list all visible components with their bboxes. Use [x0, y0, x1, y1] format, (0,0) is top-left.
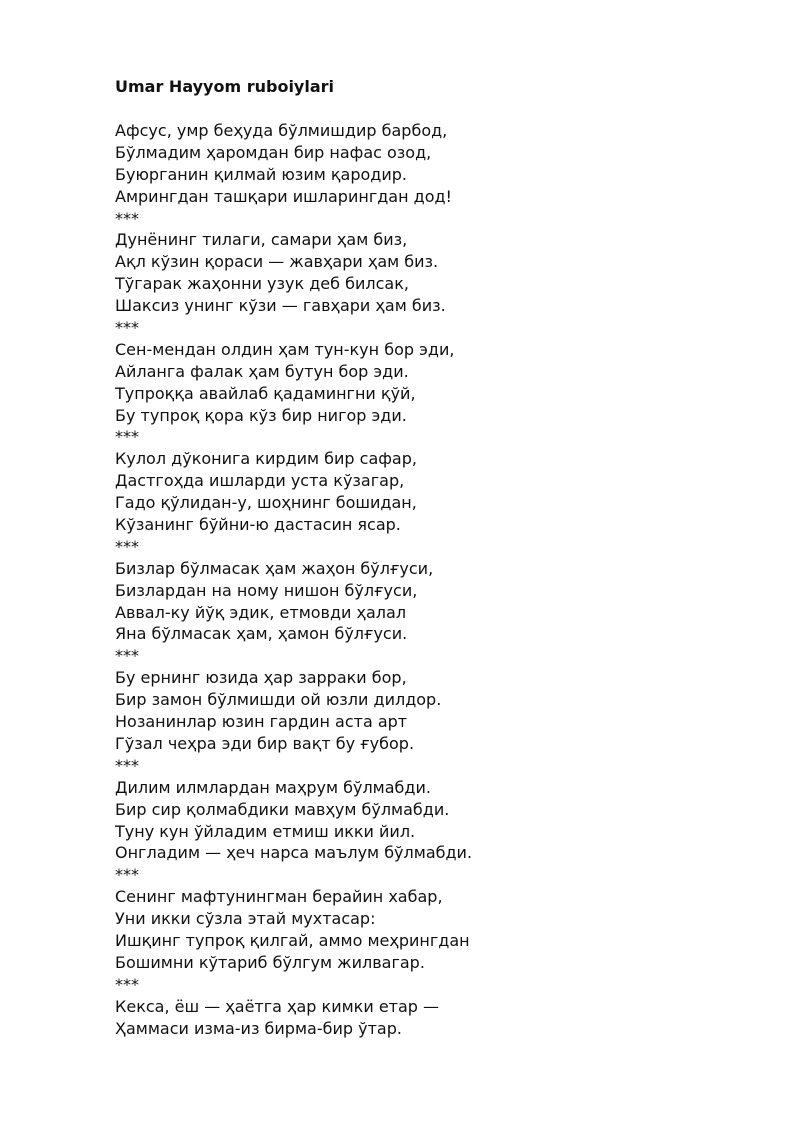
poem-line: Бизлардан на ному нишон бўлғуси, — [115, 580, 418, 600]
poem-line: Гадо қўлидан-у, шоҳнинг бошидан, — [115, 493, 417, 513]
poem-line: Тўгарак жаҳонни узук деб билсак, — [115, 274, 409, 294]
poem-body — [115, 120, 755, 1039]
poem-line: Кулол дўконига кирдим бир сафар, — [115, 449, 417, 469]
document-title: Umar Hayyom ruboiylari — [115, 77, 335, 96]
poem-line: Ақл кўзин қораси — жавҳари ҳам биз. — [115, 252, 439, 272]
poem-line: Бизлар бўлмасак ҳам жаҳон бўлғуси, — [115, 558, 434, 578]
poem-line: Афсус, умр беҳуда бўлмишдир барбод, — [115, 121, 448, 140]
poem-line: Тупроққа авайлаб қадамингни қўй, — [115, 383, 416, 403]
poem-line: Кекса, ёш — ҳаётга ҳар кимки етар — — [115, 996, 440, 1016]
poem-line: Бўлмадим ҳаромдан бир нафас озод, — [115, 142, 432, 162]
poem-line: Бир сир қолмабдики мавҳум бўлмабди. — [115, 799, 450, 819]
poem-line: Ҳаммаси изма-из бирма-бир ўтар. — [115, 1018, 402, 1038]
poem-line: Кўзанинг бўйни-ю дастасин ясар. — [115, 515, 401, 535]
poem-line: Шаксиз унинг кўзи — гавҳари ҳам биз. — [115, 296, 446, 316]
poem-line: Уни икки сўзла этай мухтасар: — [115, 909, 376, 929]
poem-line: Бу тупроқ қора кўз бир нигор эди. — [115, 405, 407, 425]
poem-line: Дунёнинг тилаги, самари ҳам биз, — [115, 230, 408, 250]
stanza-separator: *** — [115, 208, 139, 228]
poem-line: Аввал-ку йўқ эдик, етмовди ҳалал — [115, 602, 407, 622]
poem-line: Ишқинг тупроқ қилгай, аммо меҳрингдан — [115, 930, 470, 950]
poem-line: Онгладим — ҳеч нарса маълум бўлмабди. — [115, 843, 473, 863]
stanza-separator: *** — [115, 427, 139, 447]
poem-line: Нозанинлар юзин гардин аста арт — [115, 712, 408, 732]
poem-line: Туну кун ўйладим етмиш икки йил. — [115, 821, 416, 841]
stanza-separator: *** — [115, 536, 139, 556]
stanza-separator: *** — [115, 865, 139, 885]
poem-line: Сенинг мафтунингман берайин хабар, — [115, 887, 443, 907]
poem-line: Бошимни кўтариб бўлгум жилвагар. — [115, 952, 425, 972]
poem-line: Бир замон бўлмишди ой юзли дилдор. — [115, 690, 442, 710]
poem-line: Бу ернинг юзида ҳар зарраки бор, — [115, 668, 407, 688]
stanza-separator: *** — [115, 646, 139, 666]
poem-line: Яна бўлмасак ҳам, ҳамон бўлғуси. — [115, 624, 408, 644]
stanza-separator: *** — [115, 318, 139, 338]
stanza-separator: *** — [115, 974, 139, 994]
stanza-separator: *** — [115, 755, 139, 775]
poem-line: Амрингдан ташқари ишларингдан дод! — [115, 186, 452, 206]
poem-line: Гўзал чеҳра эди бир вақт бу ғубор. — [115, 733, 415, 753]
poem-line: Буюрганин қилмай юзим қародир. — [115, 164, 407, 184]
poem-line: Дастгоҳда ишларди уста кўзагар, — [115, 471, 405, 491]
poem-line: Дилим илмлардан маҳрум бўлмабди. — [115, 777, 431, 797]
poem-line: Сен-мендан олдин ҳам тун-кун бор эди, — [115, 339, 455, 359]
poem-line: Айланга фалак ҳам бутун бор эди. — [115, 361, 409, 381]
